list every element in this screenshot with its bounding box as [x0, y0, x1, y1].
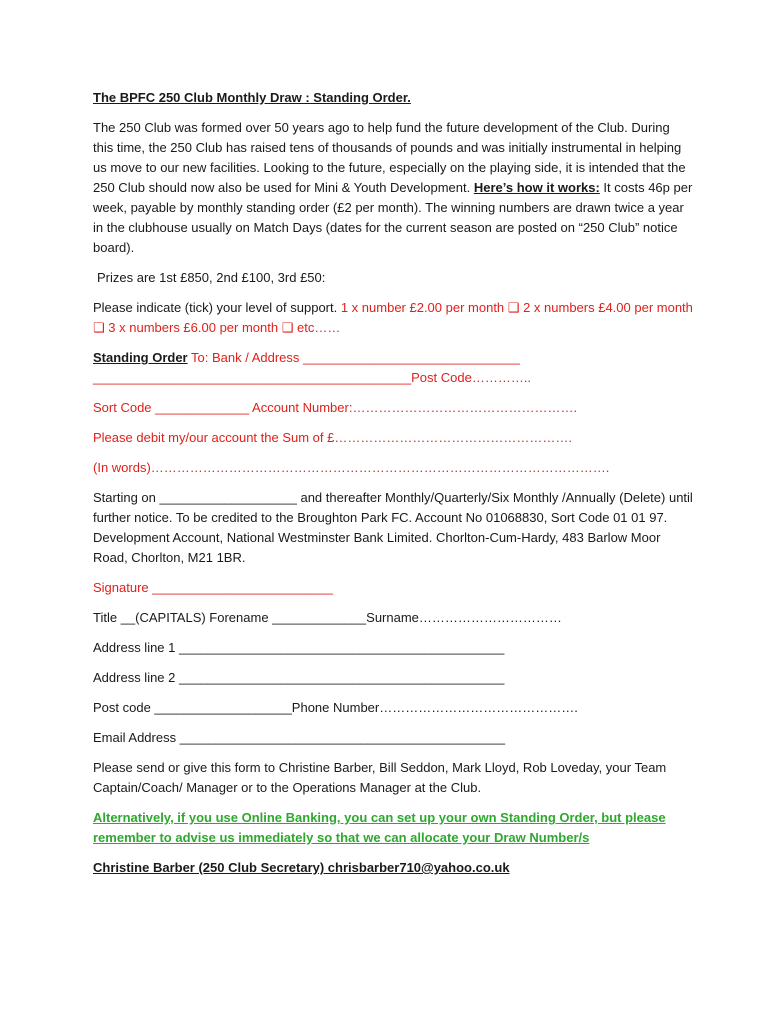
- support-option-1: 1 x number £2.00 per month: [340, 300, 505, 315]
- standing-order-label: Standing Order: [93, 350, 188, 365]
- document-title: The BPFC 250 Club Monthly Draw : Standing Order.: [93, 90, 411, 105]
- secretary-contact: Christine Barber (250 Club Secretary) chrisbarber710@yahoo.co.uk: [93, 860, 510, 875]
- starting-paragraph[interactable]: Starting on ___________________ and thereafter Monthly/Quarterly/Six Monthly /Annually (Delete) until further notice. To be credited to the Broughton Park FC. Account No 01068830, Sort Code 01 01 97. Development Account, National Westminster Bank Limited. Chorlton-Cum-Hardy, 483 Barlow Moor Road, Chorlton, M21 1BR.: [93, 490, 693, 565]
- email-field[interactable]: Email Address _____________________________________________: [93, 730, 506, 745]
- address-line-2-field[interactable]: Address line 2 _____________________________________________: [93, 670, 505, 685]
- standing-order-address: [93, 348, 693, 388]
- support-option-2: 2 x numbers £4.00 per month: [523, 300, 693, 315]
- title-name-field[interactable]: Title __(CAPITALS) Forename _____________Surname……………………………: [93, 610, 562, 625]
- prizes-text: Prizes are 1st £850, 2nd £100, 3rd £50:: [97, 270, 326, 285]
- intro-text-2: It costs 46p per week, payable by monthly standing order (£2 per month). The winning numbers are drawn twice a year in the clubhouse usually on Match Days (dates for the current season are posted on “250 Club” notice board).: [93, 180, 693, 255]
- sort-code-account-field[interactable]: Sort Code _____________ Account Number:…………………………………………….: [93, 400, 578, 415]
- checkbox-icon[interactable]: ❑: [93, 320, 105, 335]
- how-it-works-label: Here’s how it works:: [473, 180, 600, 195]
- checkbox-icon[interactable]: ❑: [281, 320, 294, 335]
- support-paragraph: [93, 298, 693, 338]
- support-option-3: 3 x numbers £6.00 per month: [108, 320, 279, 335]
- checkbox-icon[interactable]: ❑: [507, 300, 520, 315]
- document-body: [93, 88, 693, 888]
- intro-paragraph: [93, 118, 693, 258]
- support-option-etc: etc……: [297, 320, 341, 335]
- signature-field[interactable]: Signature _________________________: [93, 580, 334, 595]
- bank-address-postcode-field[interactable]: ____________________________________________Post Code…………..: [93, 370, 532, 385]
- support-label: Please indicate (tick) your level of support.: [93, 300, 341, 315]
- debit-sum-field[interactable]: Please debit my/our account the Sum of £……………………………………………….: [93, 430, 572, 445]
- bank-address-field[interactable]: To: Bank / Address ______________________________: [187, 350, 520, 365]
- online-banking-note: Alternatively, if you use Online Banking, you can set up your own Standing Order, but please remember to advise us immediately so that we can allocate your Draw Number/s: [93, 810, 666, 845]
- in-words-field[interactable]: (In words)…………………………………………………………………………………………….: [93, 460, 610, 475]
- address-line-1-field[interactable]: Address line 1 _____________________________________________: [93, 640, 505, 655]
- postcode-phone-field[interactable]: Post code ___________________Phone Number……………………………………….: [93, 700, 578, 715]
- send-to-paragraph: Please send or give this form to Christine Barber, Bill Seddon, Mark Lloyd, Rob Loveday, your Team Captain/Coach/ Manager or to the Operations Manager at the Club.: [93, 760, 667, 795]
- intro-text-1: The 250 Club was formed over 50 years ago to help fund the future development of the Club. During this time, the 250 Club has raised tens of thousands of pounds and was initially instrumental in helping us move to our new facilities. Looking to the future, especially on the playing side, it is intended that the 250 Club should now also be used for Mini & Youth Development.: [93, 120, 686, 195]
